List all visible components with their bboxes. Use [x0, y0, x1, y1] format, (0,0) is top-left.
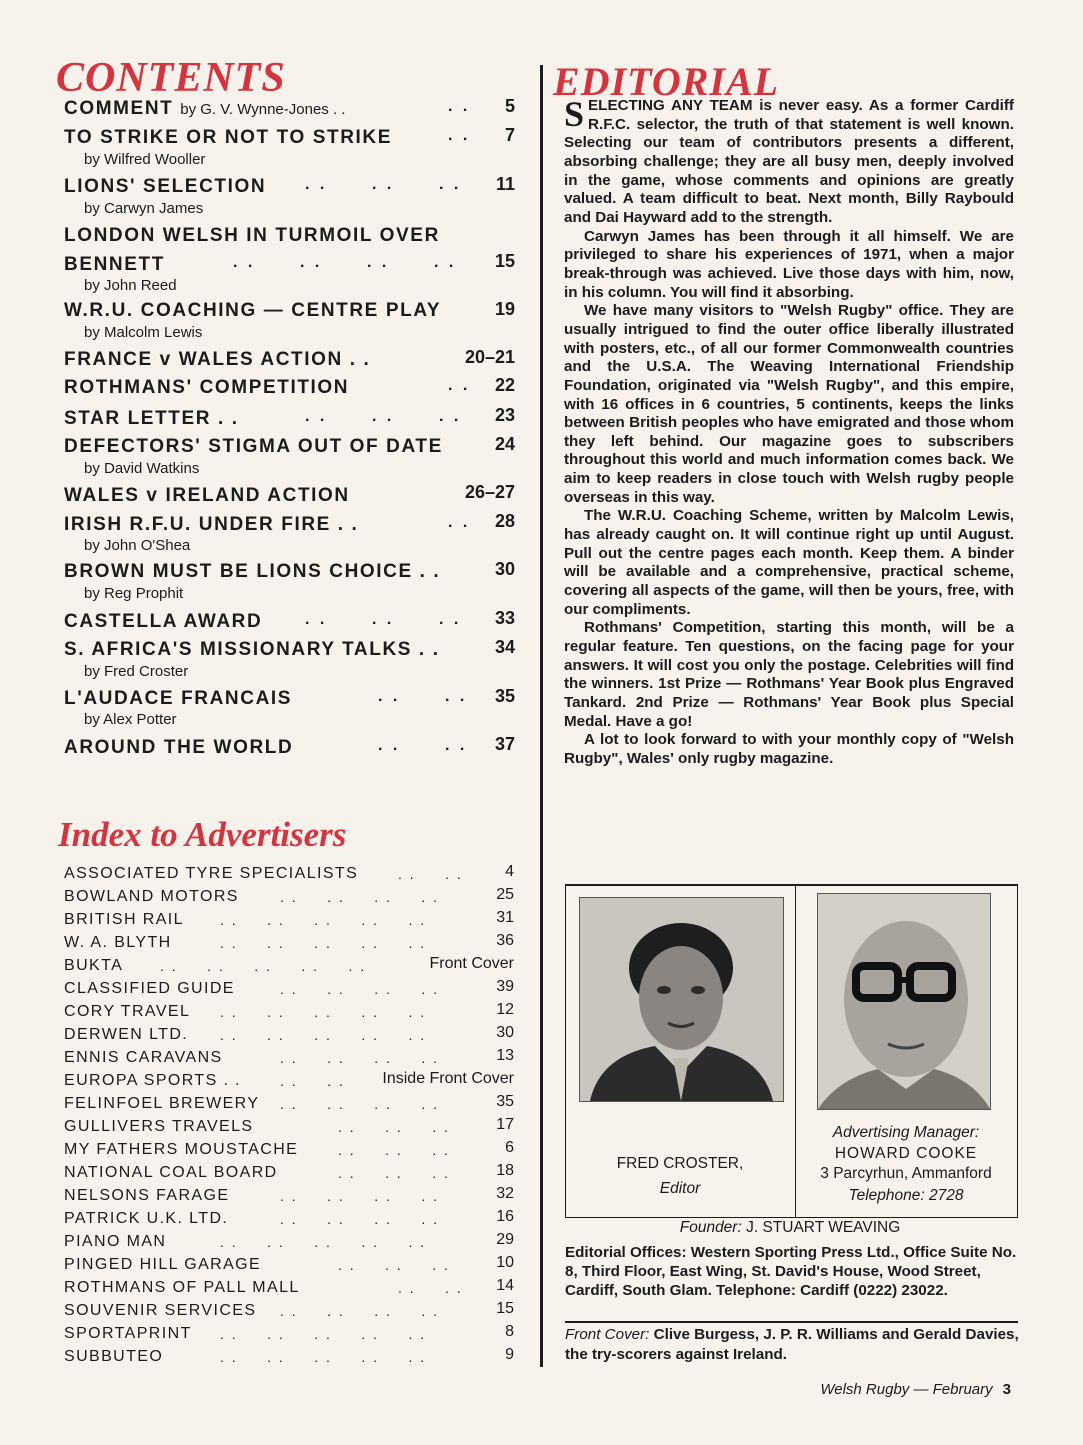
- advertiser-page: Front Cover: [429, 955, 514, 972]
- leader-dots: . . . .: [280, 1073, 345, 1089]
- leader-dots: . . . . . .: [338, 1257, 450, 1273]
- advertiser-page: 8: [505, 1323, 514, 1340]
- contents-author: by David Watkins: [84, 460, 200, 477]
- advertiser-page: 9: [505, 1346, 514, 1363]
- leader-dots: . . . .: [378, 737, 468, 754]
- contents-item: ROTHMANS' COMPETITION: [64, 377, 350, 398]
- advertiser-name: W. A. BLYTH: [64, 934, 172, 951]
- leader-dots: . . . . . . . .: [280, 981, 440, 997]
- contents-page: 23: [494, 405, 515, 425]
- advertiser-name: BOWLAND MOTORS: [64, 888, 239, 905]
- contents-item: LIONS' SELECTION: [64, 176, 267, 197]
- contents-page: 22: [494, 375, 515, 395]
- contents-author: by Fred Croster: [84, 663, 189, 680]
- advertiser-page: 6: [505, 1139, 514, 1156]
- advertiser-name: MY FATHERS MOUSTACHE: [64, 1141, 299, 1158]
- front-cover-label: Front Cover:: [565, 1326, 650, 1343]
- contents-page: 11: [495, 174, 515, 194]
- leader-dots: . . . . . . . .: [280, 1096, 440, 1112]
- page-footer: [820, 1381, 1011, 1398]
- advertiser-page: 25: [496, 886, 514, 903]
- advertiser-page: 12: [496, 1001, 514, 1018]
- advertiser-page: 17: [496, 1116, 514, 1133]
- page-number: 3: [1002, 1381, 1011, 1398]
- founder-name: J. STUART WEAVING: [746, 1219, 901, 1236]
- adv-manager-phone: Telephone: 2728: [848, 1187, 964, 1204]
- advertiser-name: BRITISH RAIL: [64, 911, 184, 928]
- contents-item: W.R.U. COACHING — CENTRE PLAY: [64, 300, 442, 321]
- contents-page: 5: [504, 96, 515, 116]
- contents-heading: CONTENTS: [56, 55, 286, 101]
- leader-dots: . . . . . .: [305, 408, 462, 425]
- contents-item: S. AFRICA'S MISSIONARY TALKS . .: [64, 639, 440, 660]
- contents-author: by Malcolm Lewis: [84, 324, 203, 341]
- leader-dots: . . . . . . . . . .: [220, 1349, 427, 1365]
- contents-author: by Reg Prophit: [84, 585, 184, 602]
- leader-dots: . .: [448, 377, 471, 394]
- contents-page: 20–21: [464, 347, 515, 367]
- advertiser-page: 15: [496, 1300, 514, 1317]
- advertiser-page: 35: [496, 1093, 514, 1110]
- contents-item: AROUND THE WORLD: [64, 737, 294, 758]
- contents-item: DEFECTORS' STIGMA OUT OF DATE: [64, 436, 443, 457]
- rule: [795, 884, 796, 1218]
- contents-page: 7: [504, 125, 515, 145]
- contents-item: WALES v IRELAND ACTION: [64, 485, 350, 506]
- contents-author: by Carwyn James: [84, 200, 204, 217]
- leader-dots: . . . .: [398, 1280, 463, 1296]
- editor-name: FRED CROSTER,: [616, 1155, 744, 1172]
- advertiser-name: SOUVENIR SERVICES: [64, 1302, 257, 1319]
- advertiser-name: SPORTAPRINT: [64, 1325, 192, 1342]
- contents-author: by John Reed: [84, 277, 177, 294]
- advertiser-name: ROTHMANS OF PALL MALL: [64, 1279, 300, 1296]
- advertiser-page: Inside Front Cover: [382, 1070, 514, 1087]
- manager-photo: [817, 893, 991, 1110]
- advertiser-name: DERWEN LTD.: [64, 1026, 189, 1043]
- leader-dots: . .: [448, 514, 471, 531]
- leader-dots: . . . . . .: [338, 1165, 450, 1181]
- founder-line: [565, 1219, 1015, 1237]
- adv-manager-name: HOWARD COOKE: [834, 1145, 978, 1162]
- advertiser-page: 4: [505, 863, 514, 880]
- contents-page: 28: [494, 511, 515, 531]
- contents-item: L'AUDACE FRANCAIS: [64, 688, 293, 709]
- contents-page: 19: [494, 299, 515, 319]
- advertiser-name: EUROPA SPORTS . .: [64, 1072, 242, 1089]
- contents-page: 35: [494, 686, 515, 706]
- rule: [565, 1321, 1018, 1323]
- advertiser-page: 10: [496, 1254, 514, 1271]
- contents-author: by Wilfred Wooller: [84, 151, 206, 168]
- advertiser-page: 30: [496, 1024, 514, 1041]
- leader-dots: . . . . . . . . . .: [220, 1326, 427, 1342]
- contents-page: 37: [494, 734, 515, 754]
- contents-item: TO STRIKE OR NOT TO STRIKE: [64, 127, 393, 148]
- contents-page: 33: [494, 608, 515, 628]
- adv-manager-address: 3 Parcyrhun, Ammanford: [820, 1165, 992, 1182]
- editorial-paragraph: We have many visitors to "Welsh Rugby" office. They are usually intrigued to find the outer office liberally illustrated with posters, etc., of all our former Commonwealth countries and the U.S.A. The Weaving International Friendship Foundation, originated via "Welsh Rugby", and this empire, with 16 offices in 6 countries, 5 continents, keeps the links between British peoples who have emigrated and those whom they left behind. Our magazine goes to subscribers throughout this world and much information comes back. We aim to keep readers in close touch with Welsh rugby people overseas in this way.: [564, 302, 1014, 506]
- editor-role: Editor: [659, 1180, 701, 1197]
- advertiser-page: 13: [496, 1047, 514, 1064]
- rule: [1017, 884, 1018, 1218]
- advertiser-name: ASSOCIATED TYRE SPECIALISTS: [64, 865, 359, 882]
- front-cover-text: Clive Burgess, J. P. R. Williams and Gerald Davies, the try-scorers against Ireland.: [565, 1326, 1019, 1363]
- editorial-heading: EDITORIAL: [553, 59, 780, 104]
- advertiser-name: CLASSIFIED GUIDE: [64, 980, 235, 997]
- editorial-paragraph: The W.R.U. Coaching Scheme, written by Malcolm Lewis, has already caught on. It will continue right up until August. Pull out the centre pages each month. Keep them. A binder will be available and a comprehensive, practical scheme, covering all aspects of the game, will then be yours, free, with our compliments.: [564, 507, 1014, 618]
- rule: [565, 1217, 1018, 1218]
- leader-dots: . . . . . . . .: [280, 1211, 440, 1227]
- contents-page: 34: [494, 637, 515, 657]
- leader-dots: . . . .: [378, 688, 468, 705]
- advertiser-page: 36: [496, 932, 514, 949]
- contents-author: by John O'Shea: [84, 537, 191, 554]
- editorial-offices: Editorial Offices: Western Sporting Press Ltd., Office Suite No. 8, Third Floor, East Wing, St. David's House, Wood Street, Cardiff, South Glam. Telephone: Cardiff (0222) 23022.: [565, 1244, 1017, 1300]
- contents-page: 30: [494, 559, 515, 579]
- contents-item: FRANCE v WALES ACTION . .: [64, 349, 371, 370]
- editorial-paragraph: SELECTING ANY TEAM is never easy. As a former Cardiff R.F.C. selector, the truth of that statement is well known. Selecting our team of contributors presents a different, absorbing challenge; they are all busy men, deeply involved in the game, whose comments and opinions are greatly valued. A team difficult to beat. Next month, Billy Raybould and Dai Hayward add to the strength.: [564, 94, 1014, 226]
- leader-dots: . . . . . . . . . .: [220, 935, 427, 951]
- advertiser-name: PIANO MAN: [64, 1233, 167, 1250]
- advertiser-name: GULLIVERS TRAVELS: [64, 1118, 254, 1135]
- leader-dots: . . . . . . . .: [280, 1303, 440, 1319]
- leader-dots: . . . . . . . .: [280, 1188, 440, 1204]
- advertiser-page: 16: [496, 1208, 514, 1225]
- rule: [565, 884, 1018, 886]
- advertisers-heading: Index to Advertisers: [58, 815, 347, 854]
- contents-item: CASTELLA AWARD: [64, 611, 263, 632]
- contents-item: STAR LETTER . .: [64, 408, 239, 429]
- leader-dots: . . . .: [398, 866, 463, 882]
- leader-dots: . . . . . .: [305, 611, 462, 628]
- drop-cap: S: [564, 94, 585, 134]
- advertiser-page: 18: [496, 1162, 514, 1179]
- advertiser-name: FELINFOEL BREWERY: [64, 1095, 260, 1112]
- editorial-paragraph: Rothmans' Competition, starting this month, will be a regular feature. Ten questions, on the facing page for your answers. It will cost you only the postage. Celebrities will find the winners. 1st Prize — Rothmans' Year Book plus Engraved Tankard. 2nd Prize — Rothmans' Year Book plus Special Medal. Have a go!: [564, 619, 1014, 730]
- advertiser-name: PINGED HILL GARAGE: [64, 1256, 262, 1273]
- advertiser-name: PATRICK U.K. LTD.: [64, 1210, 229, 1227]
- adv-manager-role: Advertising Manager:: [832, 1124, 980, 1141]
- leader-dots: . . . . . . . .: [280, 1050, 440, 1066]
- contents-item: LONDON WELSH IN TURMOIL OVER: [64, 225, 440, 246]
- contents-page: 26–27: [464, 482, 515, 502]
- contents-item: COMMENT by G. V. Wynne-Jones . .: [64, 98, 346, 119]
- contents-item: BENNETT: [64, 254, 165, 275]
- advertiser-page: 39: [496, 978, 514, 995]
- advertiser-name: BUKTA: [64, 957, 124, 974]
- editorial-paragraph: A lot to look forward to with your monthly copy of "Welsh Rugby", Wales' only rugby magazine.: [564, 731, 1014, 767]
- advertiser-name: CORY TRAVEL: [64, 1003, 191, 1020]
- leader-dots: . . . . . . . . . .: [220, 1234, 427, 1250]
- contents-item: BROWN MUST BE LIONS CHOICE . .: [64, 561, 441, 582]
- leader-dots: . . . . . . . .: [280, 889, 440, 905]
- publication-name: Welsh Rugby — February: [820, 1381, 993, 1398]
- contents-page: 24: [494, 434, 515, 454]
- advertiser-page: 32: [496, 1185, 514, 1202]
- advertiser-name: SUBBUTEO: [64, 1348, 164, 1365]
- editorial-paragraph: Carwyn James has been through it all himself. We are privileged to share his experiences of 1971, when a major break-through was achieved. Live those days with him, now, in his column. You will find it absorbing.: [564, 227, 1014, 301]
- editorial-body: [564, 94, 1014, 769]
- column-divider: [540, 65, 543, 1367]
- front-cover-credit: [565, 1325, 1020, 1365]
- contents-page: 15: [494, 251, 515, 271]
- advertiser-name: NATIONAL COAL BOARD: [64, 1164, 278, 1181]
- contents-item: IRISH R.F.U. UNDER FIRE . .: [64, 514, 359, 535]
- leader-dots: . .: [448, 127, 471, 144]
- leader-dots: . . . . . . . .: [233, 254, 457, 271]
- advertiser-page: 14: [496, 1277, 514, 1294]
- leader-dots: . . . . . .: [338, 1119, 450, 1135]
- leader-dots: . . . . . . . . . .: [220, 912, 427, 928]
- rule: [565, 884, 566, 1218]
- editor-photo: [579, 897, 784, 1102]
- leader-dots: . . . . . .: [305, 176, 462, 193]
- contents-author: by G. V. Wynne-Jones . .: [180, 101, 346, 118]
- founder-label: Founder:: [679, 1219, 742, 1236]
- leader-dots: . .: [448, 98, 471, 115]
- contents-author: by Alex Potter: [84, 711, 177, 728]
- leader-dots: . . . . . . . . . .: [160, 958, 367, 974]
- advertiser-name: ENNIS CARAVANS: [64, 1049, 223, 1066]
- leader-dots: . . . . . .: [338, 1142, 450, 1158]
- advertiser-page: 29: [496, 1231, 514, 1248]
- advertiser-name: NELSONS FARAGE: [64, 1187, 230, 1204]
- advertiser-page: 31: [496, 909, 514, 926]
- leader-dots: . . . . . . . . . .: [220, 1027, 427, 1043]
- leader-dots: . . . . . . . . . .: [220, 1004, 427, 1020]
